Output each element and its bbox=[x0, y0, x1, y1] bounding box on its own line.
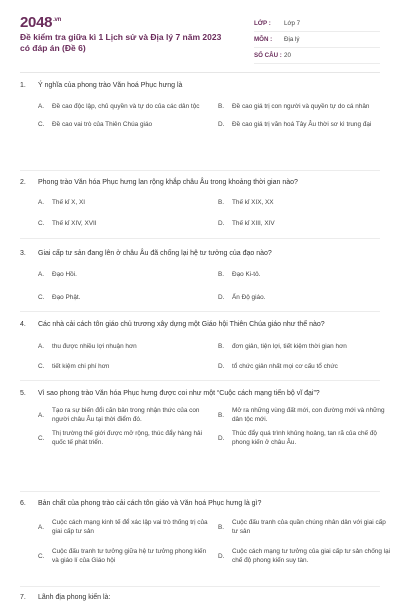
option-text: Cuộc đấu tranh tư tưởng giữa hệ tư tưởng phong kiến và giáo lí của Giáo hội bbox=[52, 548, 207, 564]
meta-label: LỚP : bbox=[254, 20, 271, 27]
meta-info bbox=[254, 16, 380, 64]
option-a[interactable] bbox=[38, 270, 212, 279]
option-d[interactable] bbox=[218, 547, 392, 565]
options bbox=[38, 518, 391, 565]
question-5 bbox=[20, 389, 385, 447]
question-3 bbox=[20, 249, 380, 302]
options bbox=[38, 270, 380, 302]
header bbox=[0, 0, 400, 72]
option-text: Mở ra những vùng đất mới, con đường mới và những dân tộc mới. bbox=[232, 407, 385, 423]
meta-row-subject bbox=[254, 32, 380, 48]
options bbox=[38, 406, 385, 447]
option-d[interactable] bbox=[218, 293, 392, 302]
option-text: Tạo ra sự biến đổi căn bản trong nhận thức của con người châu Âu tại thời điểm đó. bbox=[52, 407, 200, 423]
option-text: Đề cao vai trò của Thiên Chúa giáo bbox=[52, 121, 153, 128]
question-text: Phong trào Văn hóa Phục hưng lan rộng khắp châu Âu trong khoảng thời gian nào? bbox=[38, 179, 298, 186]
option-text: Đề cao độc lập, chủ quyền và tự do của các dân tộc bbox=[52, 103, 200, 110]
question-number: 1. bbox=[20, 82, 26, 89]
option-letter: A. bbox=[38, 199, 45, 206]
option-text: Đề cao giá trị con người và quyền tự do cá nhân bbox=[232, 103, 370, 110]
option-b[interactable] bbox=[218, 518, 392, 536]
option-text: Cuộc cách mạng kinh tế để xác lập vai trò thống trị của giai cấp tư sản bbox=[52, 519, 208, 535]
question-stem bbox=[20, 499, 380, 508]
option-letter: B. bbox=[218, 523, 225, 531]
option-b[interactable] bbox=[218, 102, 392, 111]
question-divider bbox=[20, 586, 380, 587]
question-number: 2. bbox=[20, 179, 26, 186]
page-title: Đề kiểm tra giữa kì 1 Lịch sử và Địa lý 7 năm 2023 có đáp án (Đề 6) bbox=[20, 32, 222, 53]
option-letter: C. bbox=[38, 220, 45, 227]
question-text: Các nhà cải cách tôn giáo chủ trương xây dựng một Giáo hội Thiên Chúa giáo như thế nào? bbox=[38, 321, 325, 328]
question-7 bbox=[20, 593, 380, 602]
meta-label: MÔN : bbox=[254, 36, 273, 43]
option-letter: C. bbox=[38, 434, 45, 442]
question-divider bbox=[20, 170, 380, 171]
option-c[interactable] bbox=[38, 429, 212, 447]
option-text: Thế kỉ XIX, XX bbox=[232, 199, 274, 206]
question-stem bbox=[20, 249, 380, 258]
meta-value: Địa lý bbox=[284, 36, 300, 43]
question-text: Giai cấp tư sản đang lên ở châu Âu đã chống lại hệ tư tưởng của đạo nào? bbox=[38, 250, 272, 257]
option-c[interactable] bbox=[38, 362, 212, 371]
option-letter: C. bbox=[38, 294, 45, 301]
option-text: Đạo Hồi. bbox=[52, 271, 77, 278]
option-text: tiết kiệm chi phí hơn bbox=[52, 363, 110, 370]
question-1 bbox=[20, 81, 380, 129]
question-stem bbox=[20, 389, 380, 398]
option-c[interactable] bbox=[38, 547, 212, 565]
option-d[interactable] bbox=[218, 429, 392, 447]
option-text: Thế kỉ XIII, XIV bbox=[232, 220, 275, 227]
option-letter: A. bbox=[38, 103, 45, 110]
option-letter: A. bbox=[38, 523, 45, 531]
option-letter: D. bbox=[218, 220, 225, 227]
question-divider bbox=[20, 491, 380, 492]
site-logo[interactable] bbox=[20, 14, 61, 31]
option-b[interactable] bbox=[218, 406, 392, 424]
option-letter: D. bbox=[218, 294, 225, 301]
option-letter: B. bbox=[218, 199, 225, 206]
meta-value: Lớp 7 bbox=[284, 20, 301, 27]
option-text: Thế kỉ XIV, XVII bbox=[52, 220, 97, 227]
option-letter: A. bbox=[38, 411, 45, 419]
option-text: thu được nhiều lợi nhuận hơn bbox=[52, 343, 137, 350]
option-letter: A. bbox=[38, 343, 45, 350]
option-a[interactable] bbox=[38, 102, 212, 111]
logo-text: 2048 bbox=[20, 14, 53, 31]
option-b[interactable] bbox=[218, 342, 392, 351]
option-letter: C. bbox=[38, 121, 45, 128]
question-number: 6. bbox=[20, 500, 26, 507]
option-a[interactable] bbox=[38, 406, 212, 424]
option-letter: C. bbox=[38, 552, 45, 560]
option-letter: D. bbox=[218, 121, 225, 128]
option-text: Cuộc đấu tranh của quần chúng nhân dân với giai cấp tư sản bbox=[232, 519, 386, 535]
question-4 bbox=[20, 320, 380, 371]
option-letter: B. bbox=[218, 271, 225, 278]
option-d[interactable] bbox=[218, 362, 392, 371]
option-text: Cuộc cách mạng tư tưởng của giai cấp tư sản chống lại chế độ phong kiến suy tàn. bbox=[232, 548, 391, 564]
question-stem bbox=[20, 178, 380, 187]
meta-row-question-count bbox=[254, 48, 380, 64]
question-divider bbox=[20, 311, 380, 312]
options bbox=[38, 198, 380, 228]
option-letter: A. bbox=[38, 271, 45, 278]
option-d[interactable] bbox=[218, 120, 392, 129]
options bbox=[38, 102, 380, 129]
question-stem bbox=[20, 81, 380, 90]
option-letter: D. bbox=[218, 552, 225, 560]
logo-tld: .vn bbox=[53, 17, 61, 23]
option-text: Thúc đẩy quá trình khủng hoảng, tan rã của chế độ phong kiến ở châu Âu. bbox=[232, 430, 377, 446]
option-text: Thị trường thế giới được mở rộng, thúc đẩy hàng hải quốc tế phát triển. bbox=[52, 430, 203, 446]
question-number: 4. bbox=[20, 321, 26, 328]
meta-value: 20 bbox=[284, 52, 291, 59]
question-divider bbox=[20, 380, 380, 381]
option-a[interactable] bbox=[38, 518, 212, 536]
header-divider bbox=[20, 72, 380, 73]
question-number: 3. bbox=[20, 250, 26, 257]
question-text: Vì sao phong trào Văn hóa Phục hưng được coi như một “Cuộc cách mạng tiến bộ vĩ đại”? bbox=[38, 390, 320, 397]
option-text: đơn giản, tiện lợi, tiết kiệm thời gian hơn bbox=[232, 343, 347, 350]
question-stem bbox=[20, 320, 380, 329]
option-text: Đạo Ki-tô. bbox=[232, 271, 261, 278]
option-b[interactable] bbox=[218, 270, 392, 279]
question-number: 5. bbox=[20, 390, 26, 397]
option-letter: B. bbox=[218, 411, 225, 419]
question-divider bbox=[20, 238, 380, 239]
question-text: Ý nghĩa của phong trào Văn hoá Phục hưng là bbox=[38, 82, 183, 89]
question-stem bbox=[20, 593, 380, 602]
option-text: Ấn Độ giáo. bbox=[232, 294, 266, 301]
option-letter: B. bbox=[218, 343, 225, 350]
question-number: 7. bbox=[20, 594, 26, 601]
option-text: Đạo Phật. bbox=[52, 294, 81, 301]
meta-label: SỐ CÂU : bbox=[254, 52, 282, 59]
meta-row-class bbox=[254, 16, 380, 32]
option-c[interactable] bbox=[38, 293, 212, 302]
option-d[interactable] bbox=[218, 219, 392, 228]
option-letter: C. bbox=[38, 363, 45, 370]
option-text: Thế kỉ X, XI bbox=[52, 199, 86, 206]
option-c[interactable] bbox=[38, 120, 212, 129]
options bbox=[38, 342, 380, 371]
option-letter: D. bbox=[218, 434, 225, 442]
option-text: Đề cao giá trị văn hoá Tây Âu thời sơ kì trung đại bbox=[232, 121, 372, 128]
question-text: Lãnh địa phong kiến là: bbox=[38, 594, 111, 601]
option-b[interactable] bbox=[218, 198, 392, 207]
question-text: Bản chất của phong trào cải cách tôn giáo và Văn hoá Phục hưng là gì? bbox=[38, 500, 262, 507]
option-letter: D. bbox=[218, 363, 225, 370]
question-6 bbox=[20, 499, 391, 565]
question-2 bbox=[20, 178, 380, 228]
option-a[interactable] bbox=[38, 342, 212, 351]
option-a[interactable] bbox=[38, 198, 212, 207]
option-c[interactable] bbox=[38, 219, 212, 228]
option-text: tổ chức giản nhất mọi cơ cấu tổ chức bbox=[232, 363, 338, 370]
option-letter: B. bbox=[218, 103, 225, 110]
